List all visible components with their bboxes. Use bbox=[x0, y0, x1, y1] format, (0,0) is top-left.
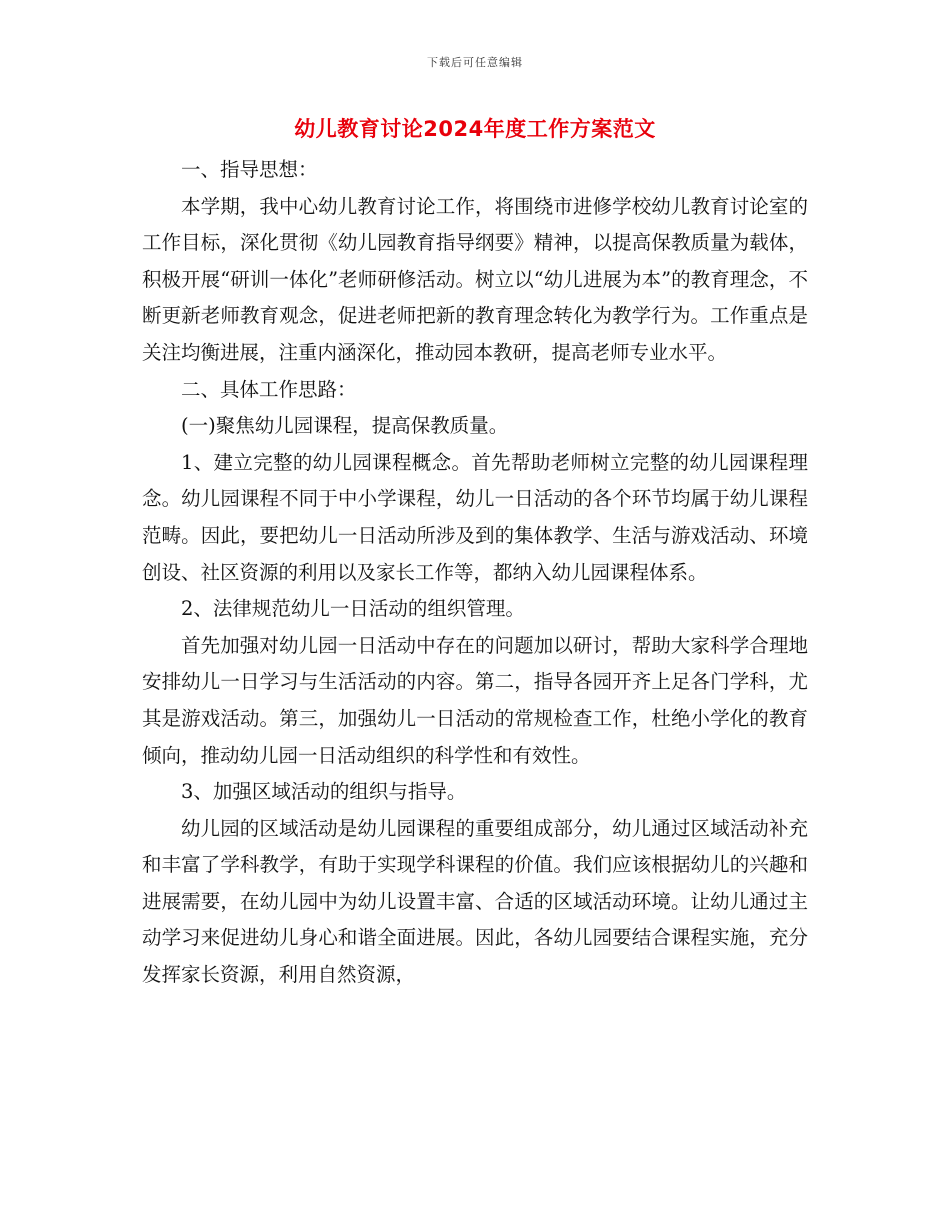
paragraph: 1、建立完整的幼儿园课程概念。首先帮助老师树立完整的幼儿园课程理念。幼儿园课程不同于中小学课程，幼儿一日活动的各个环节均属于幼儿课程范畴。因此，要把幼儿一日活动所涉及到的集体教学、生活与游戏活动、环境创设、社区资源的利用以及家长工作等，都纳入幼儿园课程体系。 bbox=[142, 450, 808, 584]
paragraph: 本学期，我中心幼儿教育讨论工作，将围绕市进修学校幼儿教育讨论室的工作目标，深化贯彻《幼儿园教育指导纲要》精神，以提高保教质量为载体，积极开展“研训一体化”老师研修活动。树立以“幼儿进展为本”的教育理念，不断更新老师教育观念，促进老师把新的教育理念转化为教学行为。工作重点是关注均衡进展，注重内涵深化，推动园本教研，提高老师专业水平。 bbox=[142, 194, 808, 364]
paragraph: 幼儿园的区域活动是幼儿园课程的重要组成部分，幼儿通过区域活动补充和丰富了学科教学，有助于实现学科课程的价值。我们应该根据幼儿的兴趣和进展需要，在幼儿园中为幼儿设置丰富、合适的区域活动环境。让幼儿通过主动学习来促进幼儿身心和谐全面进展。因此，各幼儿园要结合课程实施，充分发挥家长资源，利用自然资源， bbox=[142, 816, 808, 987]
section-heading-work-ideas: 二、具体工作思路： bbox=[181, 377, 357, 401]
header-note: 下载后可任意编辑 bbox=[427, 56, 523, 69]
document-title: 幼儿教育讨论2024年度工作方案范文 bbox=[294, 117, 656, 141]
subsection-heading: (一)聚焦幼儿园课程，提高保教质量。 bbox=[181, 414, 509, 438]
item-heading: 2、法律规范幼儿一日活动的组织管理。 bbox=[181, 597, 525, 621]
section-heading-guiding-thought: 一、指导思想： bbox=[181, 158, 318, 181]
item-heading: 3、加强区域活动的组织与指导。 bbox=[181, 780, 467, 804]
document-body bbox=[142, 152, 808, 994]
paragraph: 首先加强对幼儿园一日活动中存在的问题加以研讨，帮助大家科学合理地安排幼儿一日学习与生活活动的内容。第二，指导各园开齐上足各门学科，尤其是游戏活动。第三，加强幼儿一日活动的常规检查工作，杜绝小学化的教育倾向，推动幼儿园一日活动组织的科学性和有效性。 bbox=[142, 633, 808, 767]
